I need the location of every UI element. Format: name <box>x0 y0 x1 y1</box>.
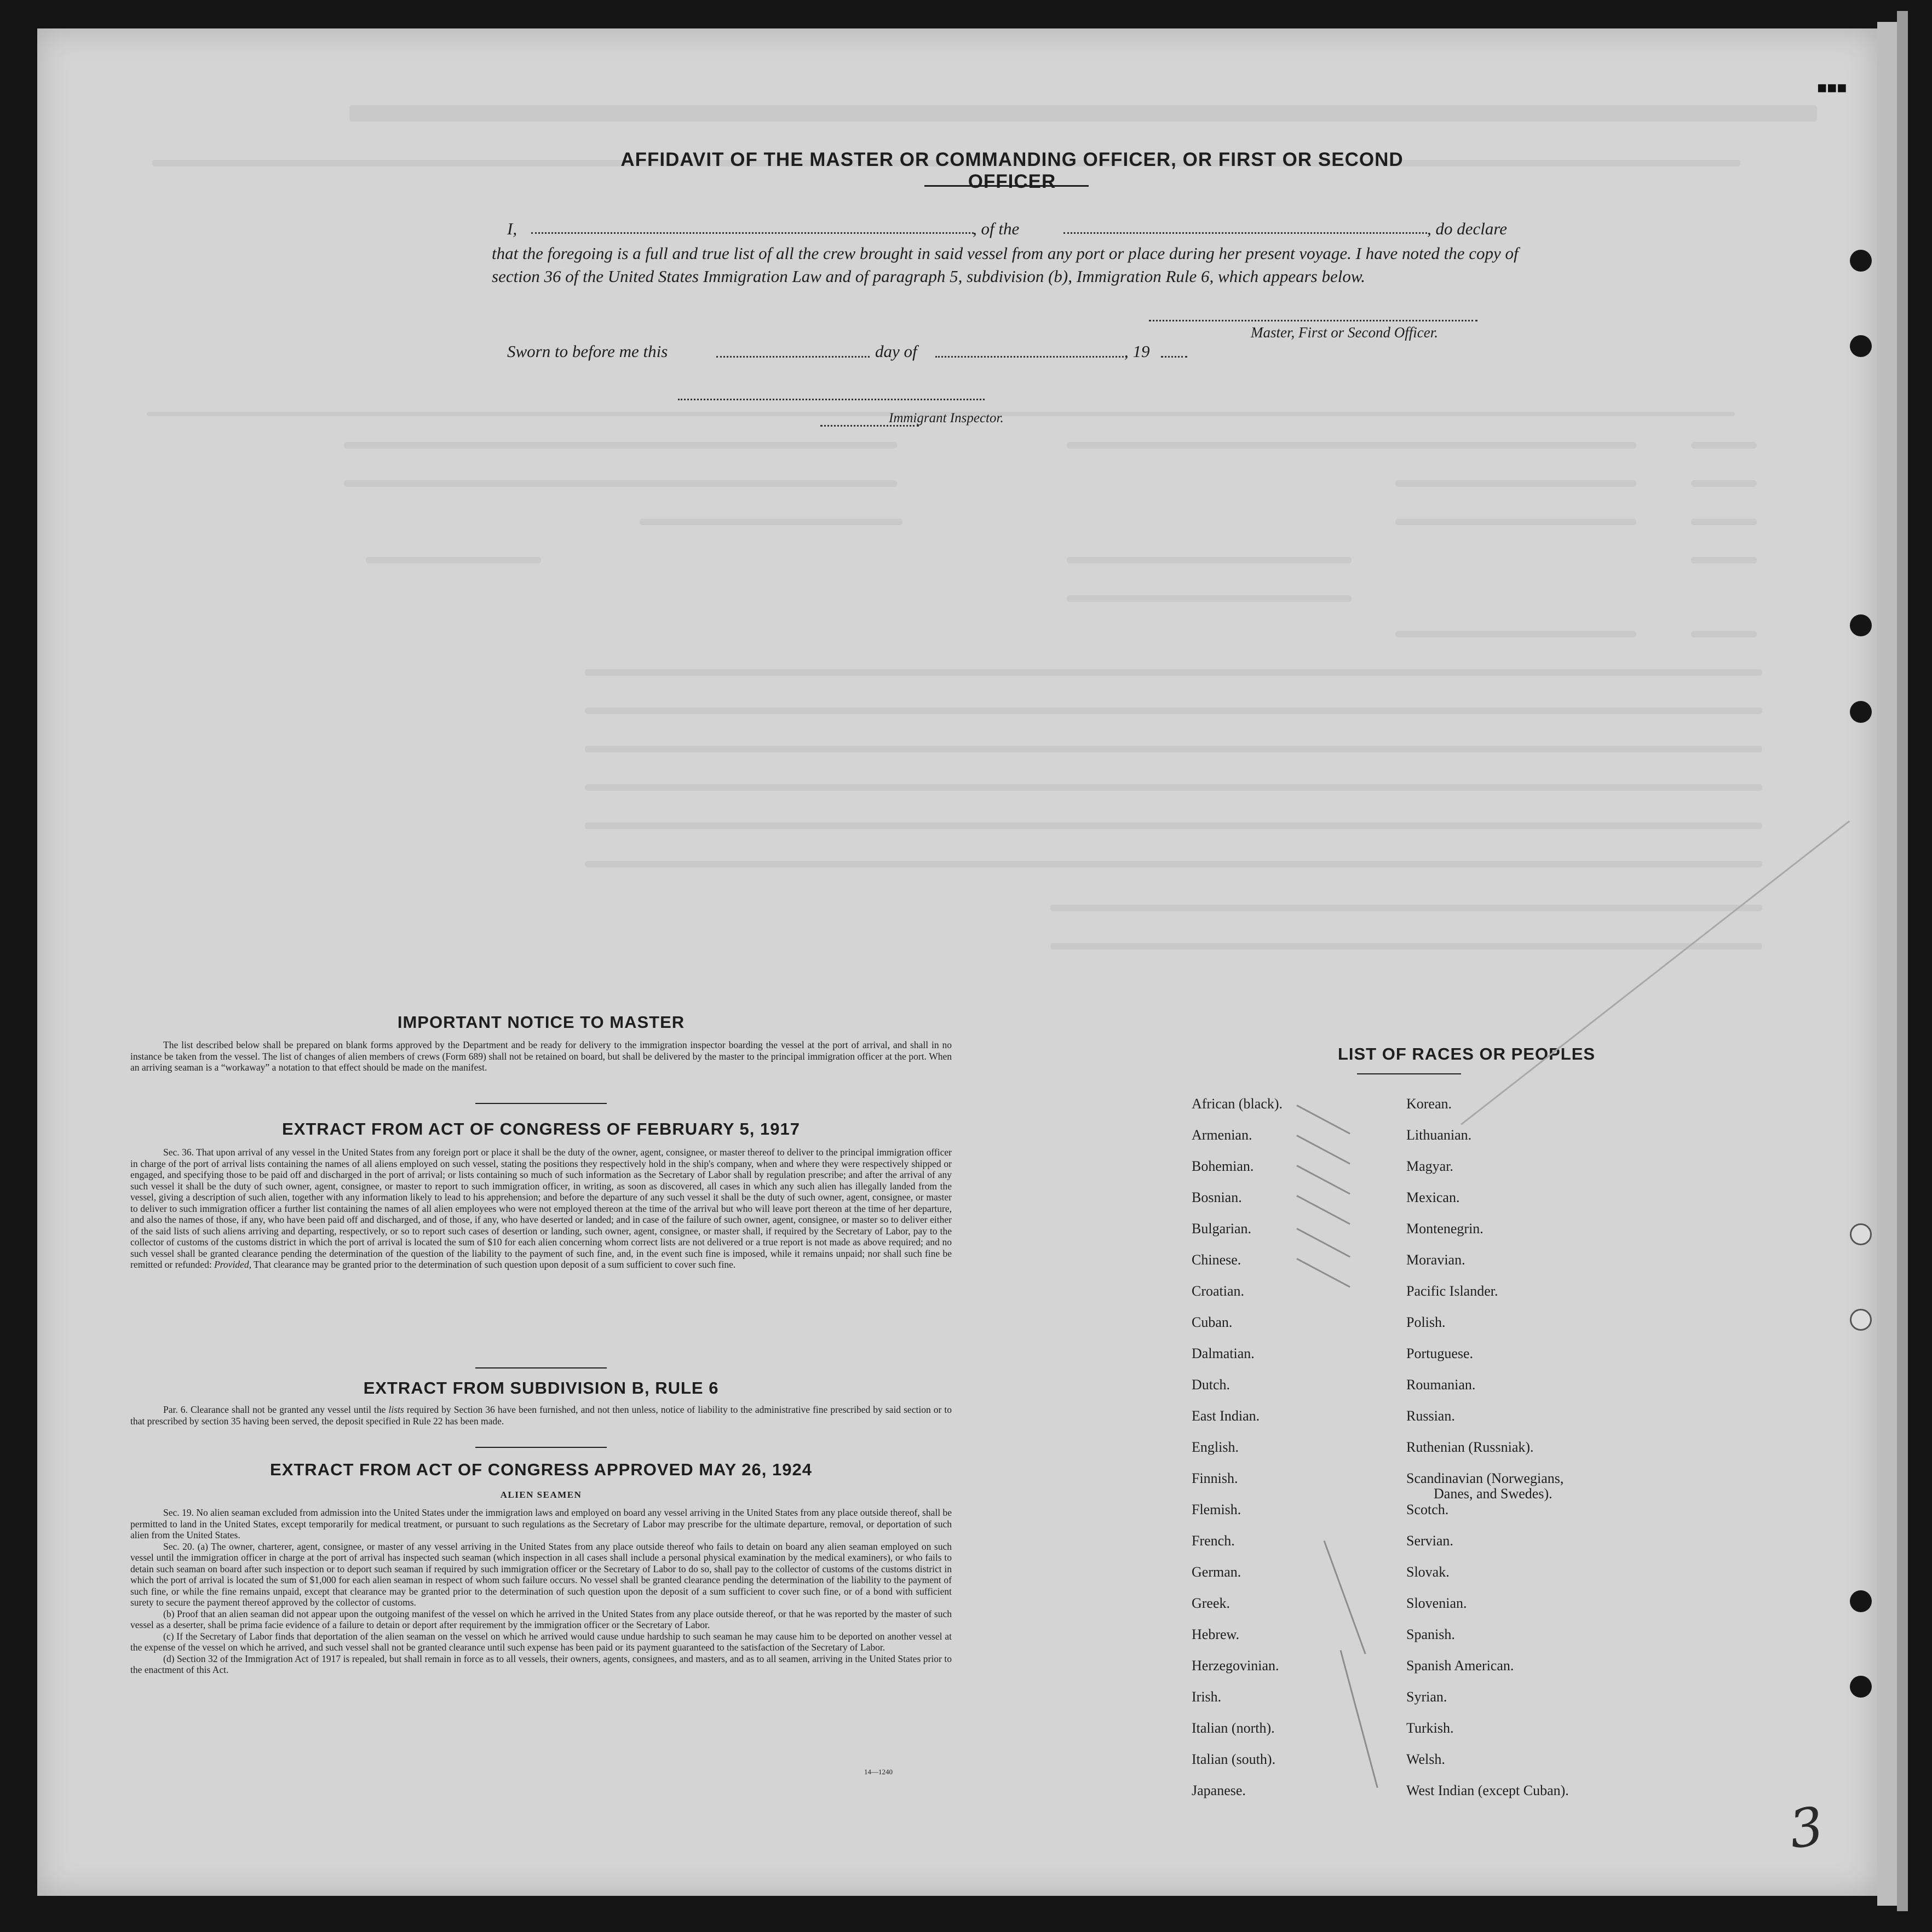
race-left-item: Cuban. <box>1192 1314 1233 1330</box>
bleed-through-line <box>585 669 1762 676</box>
year-label: , 19 <box>1124 342 1150 361</box>
race-right-item: West Indian (except Cuban). <box>1406 1783 1569 1798</box>
pencil-tick <box>1296 1165 1350 1194</box>
race-right-item: Polish. <box>1406 1314 1446 1330</box>
race-left-item: Bosnian. <box>1192 1189 1242 1205</box>
race-right-item: Slovak. <box>1406 1564 1450 1580</box>
bleed-through-line <box>1691 557 1757 564</box>
race-right-item: Scandinavian (Norwegians, <box>1406 1470 1564 1486</box>
race-right-item: Russian. <box>1406 1408 1455 1424</box>
bleed-through-line <box>1067 595 1352 602</box>
race-left-item: Chinese. <box>1192 1252 1241 1268</box>
vessel-name-field[interactable] <box>1063 232 1427 234</box>
pencil-tick <box>1296 1135 1350 1164</box>
pencil-tick <box>1296 1105 1350 1134</box>
sec36-provided: Provided, <box>214 1259 251 1270</box>
race-right-item: Scotch. <box>1406 1502 1449 1517</box>
bleed-through-line <box>344 480 897 487</box>
master-signature-field[interactable] <box>1149 320 1477 321</box>
race-left-item: Flemish. <box>1192 1502 1241 1517</box>
race-right-item: Slovenian. <box>1406 1595 1467 1611</box>
race-right-item: Roumanian. <box>1406 1377 1476 1393</box>
race-right-item: Danes, and Swedes). <box>1434 1486 1553 1502</box>
bleed-through-line <box>640 519 902 525</box>
rule6-text-a: Par. 6. Clearance shall not be granted any vessel until the <box>163 1404 386 1415</box>
sec20d-paragraph: (d) Section 32 of the Immigration Act of 1917 is repealed, but shall remain in force as to all vessels, their owners, agents, consignees, and masters, and as to all seamen, arriving in the United States prior to the enactment of this Act. <box>130 1653 952 1675</box>
race-right-item: Mexican. <box>1406 1189 1460 1205</box>
sec20b-paragraph: (b) Proof that an alien seaman did not appear upon the outgoing manifest of the vessel on which he arrived in the United States from any place outside thereof, or that he was reported by the master of such vessel as a deserter, shall be prima facie evidence of a failure to detain or deport after requirement by the immigration officer or the Secretary of Labor. <box>130 1608 952 1630</box>
race-left-item: English. <box>1192 1439 1239 1455</box>
race-left-item: Italian (north). <box>1192 1720 1275 1736</box>
handwritten-page-number: 3 <box>1785 1795 1827 1861</box>
bleed-through-line <box>585 784 1762 791</box>
affidavit-declaration: that the foregoing is a full and true list of all the crew brought in said vessel from any port or place during her present voyage. I have noted the copy of section 36 of the United States Immigration Law and of paragraph 5, subdivision (b), Immigration Rule 6, which appears below. <box>492 244 1519 286</box>
form-code: 14—1240 <box>864 1768 893 1776</box>
divider <box>475 1367 607 1369</box>
sec19-text: No alien seaman excluded from admission into the United States under the immigration laws and employed on board any vessel arriving in the United States from any place outside thereof, shall be permitted to land in the United States, except temporarily for medical treatment, or pursuant to such regulations as the Secretary of Labor may prescribe for the ultimate departure, removal, or deportation of such alien from the United States. <box>130 1507 952 1540</box>
bleed-through-line <box>1691 480 1757 487</box>
bleed-through-line <box>1691 519 1757 525</box>
bleed-through-line <box>1050 943 1762 950</box>
race-right-item: Korean. <box>1406 1096 1452 1112</box>
sworn-month-field[interactable] <box>935 356 1127 358</box>
race-right-item: Syrian. <box>1406 1689 1447 1705</box>
bleed-through-line <box>585 861 1762 867</box>
extract-1917-text <box>130 1147 952 1270</box>
page-edge-dark <box>1897 11 1908 1911</box>
extract-1924-text <box>130 1507 952 1676</box>
vessel-prefix: , of the <box>973 219 1020 238</box>
extract-1924-title: EXTRACT FROM ACT OF CONGRESS APPROVED MAY 26, 1924 <box>270 1460 812 1479</box>
punch-hole <box>1850 250 1872 272</box>
race-left-item: Croatian. <box>1192 1283 1245 1299</box>
race-right-item: Ruthenian (Russniak). <box>1406 1439 1534 1455</box>
race-left-item: Japanese. <box>1192 1783 1246 1798</box>
bleed-through-line <box>1395 480 1636 487</box>
day-of-label: day of <box>875 342 917 361</box>
notice-title: IMPORTANT NOTICE TO MASTER <box>397 1013 685 1032</box>
rule6-lists: lists <box>388 1404 404 1415</box>
sec20a-text: (a) The owner, charterer, agent, consignee, or master of any vessel arriving in the United States from any place outside thereof who fails to detain on board any alien seaman employed on such vessel until the immigration officer in charge at the port of arrival has inspected such seaman (which inspection in all cases shall include a personal physical examination by the medical examiners), or who fails to detain such seaman on board after such inspection or to deport such seaman if required by such immigration officer or the Secretary of Labor to do so, shall pay to the collector of customs of the customs district in which the port of arrival is located the sum of $1,000 for each alien seaman in respect of whom such failure occurs. No vessel shall be granted clearance pending the determination of the liability to the payment of such fine, or while the fine remains unpaid, except that clearance may be granted prior to the determination of such question upon the deposit of a sum sufficient to cover such fine, or of a bond with sufficient surety to secure the payment thereof approved by the collector of customs. <box>130 1540 952 1608</box>
race-left-item: Herzegovinian. <box>1192 1658 1279 1674</box>
declarant-name-field[interactable] <box>531 232 974 234</box>
race-left-item: Bohemian. <box>1192 1158 1254 1174</box>
punch-hole-reinforced <box>1850 1223 1872 1245</box>
sec20c-paragraph: (c) If the Secretary of Labor finds that deportation of the alien seaman on the vessel on which he arrived would cause undue hardship to such seaman he may cause him to be deported on another vessel at the expense of the vessel on which he arrived, and such vessel shall not be granted clearance until such expense has been paid or its payment guaranteed to the satisfaction of the Secretary of Labor. <box>130 1630 952 1653</box>
inspector-label: Immigrant Inspector. <box>889 411 1004 426</box>
pencil-tick <box>1296 1195 1350 1224</box>
punch-hole <box>1850 1676 1872 1698</box>
punch-hole <box>1850 614 1872 636</box>
bleed-through-heading <box>349 105 1817 122</box>
race-right-item: Welsh. <box>1406 1751 1445 1767</box>
bleed-through-line <box>585 708 1762 714</box>
sec36-label: Sec. 36. <box>163 1147 194 1158</box>
race-left-item: Finnish. <box>1192 1470 1238 1486</box>
race-right-item: Servian. <box>1406 1533 1453 1549</box>
race-left-item: Irish. <box>1192 1689 1222 1705</box>
bleed-through-line <box>1395 519 1636 525</box>
sec20a-paragraph <box>130 1541 952 1608</box>
race-right-item: Turkish. <box>1406 1720 1454 1736</box>
rule6-text <box>130 1404 952 1427</box>
sworn-label: Sworn to before me this <box>507 342 668 361</box>
race-left-item: German. <box>1192 1564 1241 1580</box>
punch-hole <box>1850 335 1872 357</box>
pencil-stroke <box>1340 1650 1378 1788</box>
race-right-item: Montenegrin. <box>1406 1221 1484 1237</box>
punch-hole <box>1850 1590 1872 1612</box>
race-left-item: Bulgarian. <box>1192 1221 1252 1237</box>
bleed-through-line <box>1691 442 1757 449</box>
declarant-prefix: I, <box>507 219 518 238</box>
race-right-item: Spanish. <box>1406 1626 1455 1642</box>
document-page <box>37 28 1877 1896</box>
rule6-title: EXTRACT FROM SUBDIVISION B, RULE 6 <box>363 1378 719 1398</box>
bleed-through-line <box>1067 442 1636 449</box>
page-edge <box>1877 22 1897 1906</box>
pencil-tick <box>1296 1228 1350 1257</box>
race-right-item: Magyar. <box>1406 1158 1453 1174</box>
race-left-item: French. <box>1192 1533 1235 1549</box>
race-right-item: Moravian. <box>1406 1252 1465 1268</box>
sworn-year-field[interactable] <box>1161 356 1187 358</box>
inspector-signature-field[interactable] <box>678 399 985 400</box>
pencil-tick <box>1296 1258 1350 1287</box>
sworn-day-field[interactable] <box>716 356 870 358</box>
sec19-paragraph <box>130 1507 952 1541</box>
divider <box>475 1103 607 1104</box>
race-left-item: Greek. <box>1192 1595 1231 1611</box>
master-signature-label: Master, First or Second Officer. <box>1251 324 1438 341</box>
sec19-label: Sec. 19. <box>163 1507 194 1518</box>
alien-seamen-subtitle: ALIEN SEAMEN <box>500 1490 582 1500</box>
race-left-item: Italian (south). <box>1192 1751 1276 1767</box>
race-right-item: Portuguese. <box>1406 1346 1474 1361</box>
sec36-text-a: That upon arrival of any vessel in the United States from any foreign port or place it shall be the duty of the owner, agent, consignee, or master thereof to deliver to the principal immigration officer in charge of the port of arrival lists containing the names of all aliens employed on such vessel, stating the positions they respectively hold in the ship's company, when and where they were respectively shipped or engaged, and specifying those to be paid off and discharged in the port of arrival; or lists containing so much of such information as the Secretary of Labor shall by regulation prescribe; and after the arrival of any such vessel it shall be the duty of such owner, agent, consignee, or master to report to such immigration officer, in writing, as soon as discovered, all cases in which any such alien has illegally landed from the vessel, giving a description of such alien, together with any information likely to lead to his apprehension; and before the departure of any such vessel it shall be the duty of such owner, agent, consignee, or master to deliver to such immigration officer a further list containing the names of all alien employees who were not employed thereon at the time of the arrival but who will leave port thereon at the time of her departure, and also the names of those, if any, who have been paid off and discharged, and of those, if any, who have deserted or landed; and in case of the failure of such owner, agent, consignee, or master so to deliver either of the said lists of such aliens arriving and departing, respectively, or so to report such cases of desertion or landing, such owner, agent, consignee, or master shall, if required by the Secretary of Labor, pay to the collector of customs of the customs district in which the port of arrival is located the sum of $10 for each alien concerning whom correct lists are not delivered or a true report is not made as above required; and no such vessel shall be granted clearance pending the determination of the question of the liability to the payment of such fine, and, in the event such fine is imposed, while it remains unpaid; nor shall such fine be remitted or refunded: <box>130 1147 952 1270</box>
races-title-underline <box>1357 1073 1461 1074</box>
sec20-label: Sec. 20. <box>163 1540 195 1552</box>
bleed-through-line <box>1395 631 1636 637</box>
race-left-item: Dalmatian. <box>1192 1346 1255 1361</box>
declare-suffix: , do declare <box>1427 219 1508 238</box>
bleed-through-line <box>585 823 1762 829</box>
race-left-item: Hebrew. <box>1192 1626 1240 1642</box>
bleed-through-line <box>1067 557 1352 564</box>
races-title: LIST OF RACES OR PEOPLES <box>1337 1044 1596 1063</box>
bleed-through-line <box>366 557 541 564</box>
race-left-item: African (black). <box>1192 1096 1283 1112</box>
corner-mark: ■■■ <box>1817 79 1847 97</box>
bleed-through-line <box>585 746 1762 752</box>
punch-hole <box>1850 701 1872 723</box>
race-left-item: Armenian. <box>1192 1127 1252 1143</box>
extract-1917-title: EXTRACT FROM ACT OF CONGRESS OF FEBRUARY 5, 1917 <box>282 1119 800 1138</box>
notice-text: The list described below shall be prepared on blank forms approved by the Department and be ready for delivery to the immigration inspector boarding the vessel at the port of arrival, and shall in no instance be taken from the vessel. The list of changes of alien members of crews (Form 689) shall not be retained on board, but shall be delivered by the master to the principal immigration officer at the port. When an arriving seaman is a “workaway” a notation to that effect should be made on the manifest. <box>130 1039 952 1073</box>
sec36-text-b: That clearance may be granted prior to the determination of such question upon deposit of a sum sufficient to cover such fine. <box>254 1259 736 1270</box>
race-right-item: Pacific Islander. <box>1406 1283 1498 1299</box>
title-underline <box>924 185 1089 187</box>
race-left-item: Dutch. <box>1192 1377 1231 1393</box>
bleed-through-line <box>1691 631 1757 637</box>
bleed-through-line <box>1050 905 1762 911</box>
rule6-text-b: required by Section 36 have been furnished, and not then unless, notice of liability to the administrative fine prescribed by said section or to that prescribed by section 35 having been served, the deposit specified in Rule 22 has been made. <box>130 1404 952 1427</box>
divider <box>475 1447 607 1448</box>
race-right-item: Spanish American. <box>1406 1658 1514 1674</box>
punch-hole-reinforced <box>1850 1309 1872 1331</box>
race-right-item: Lithuanian. <box>1406 1127 1472 1143</box>
bleed-through-line <box>344 442 897 449</box>
race-left-item: East Indian. <box>1192 1408 1260 1424</box>
pencil-stroke <box>1324 1540 1366 1654</box>
affidavit-title: AFFIDAVIT OF THE MASTER OR COMMANDING OFFICER, OR FIRST OR SECOND OFFICER <box>620 149 1404 192</box>
